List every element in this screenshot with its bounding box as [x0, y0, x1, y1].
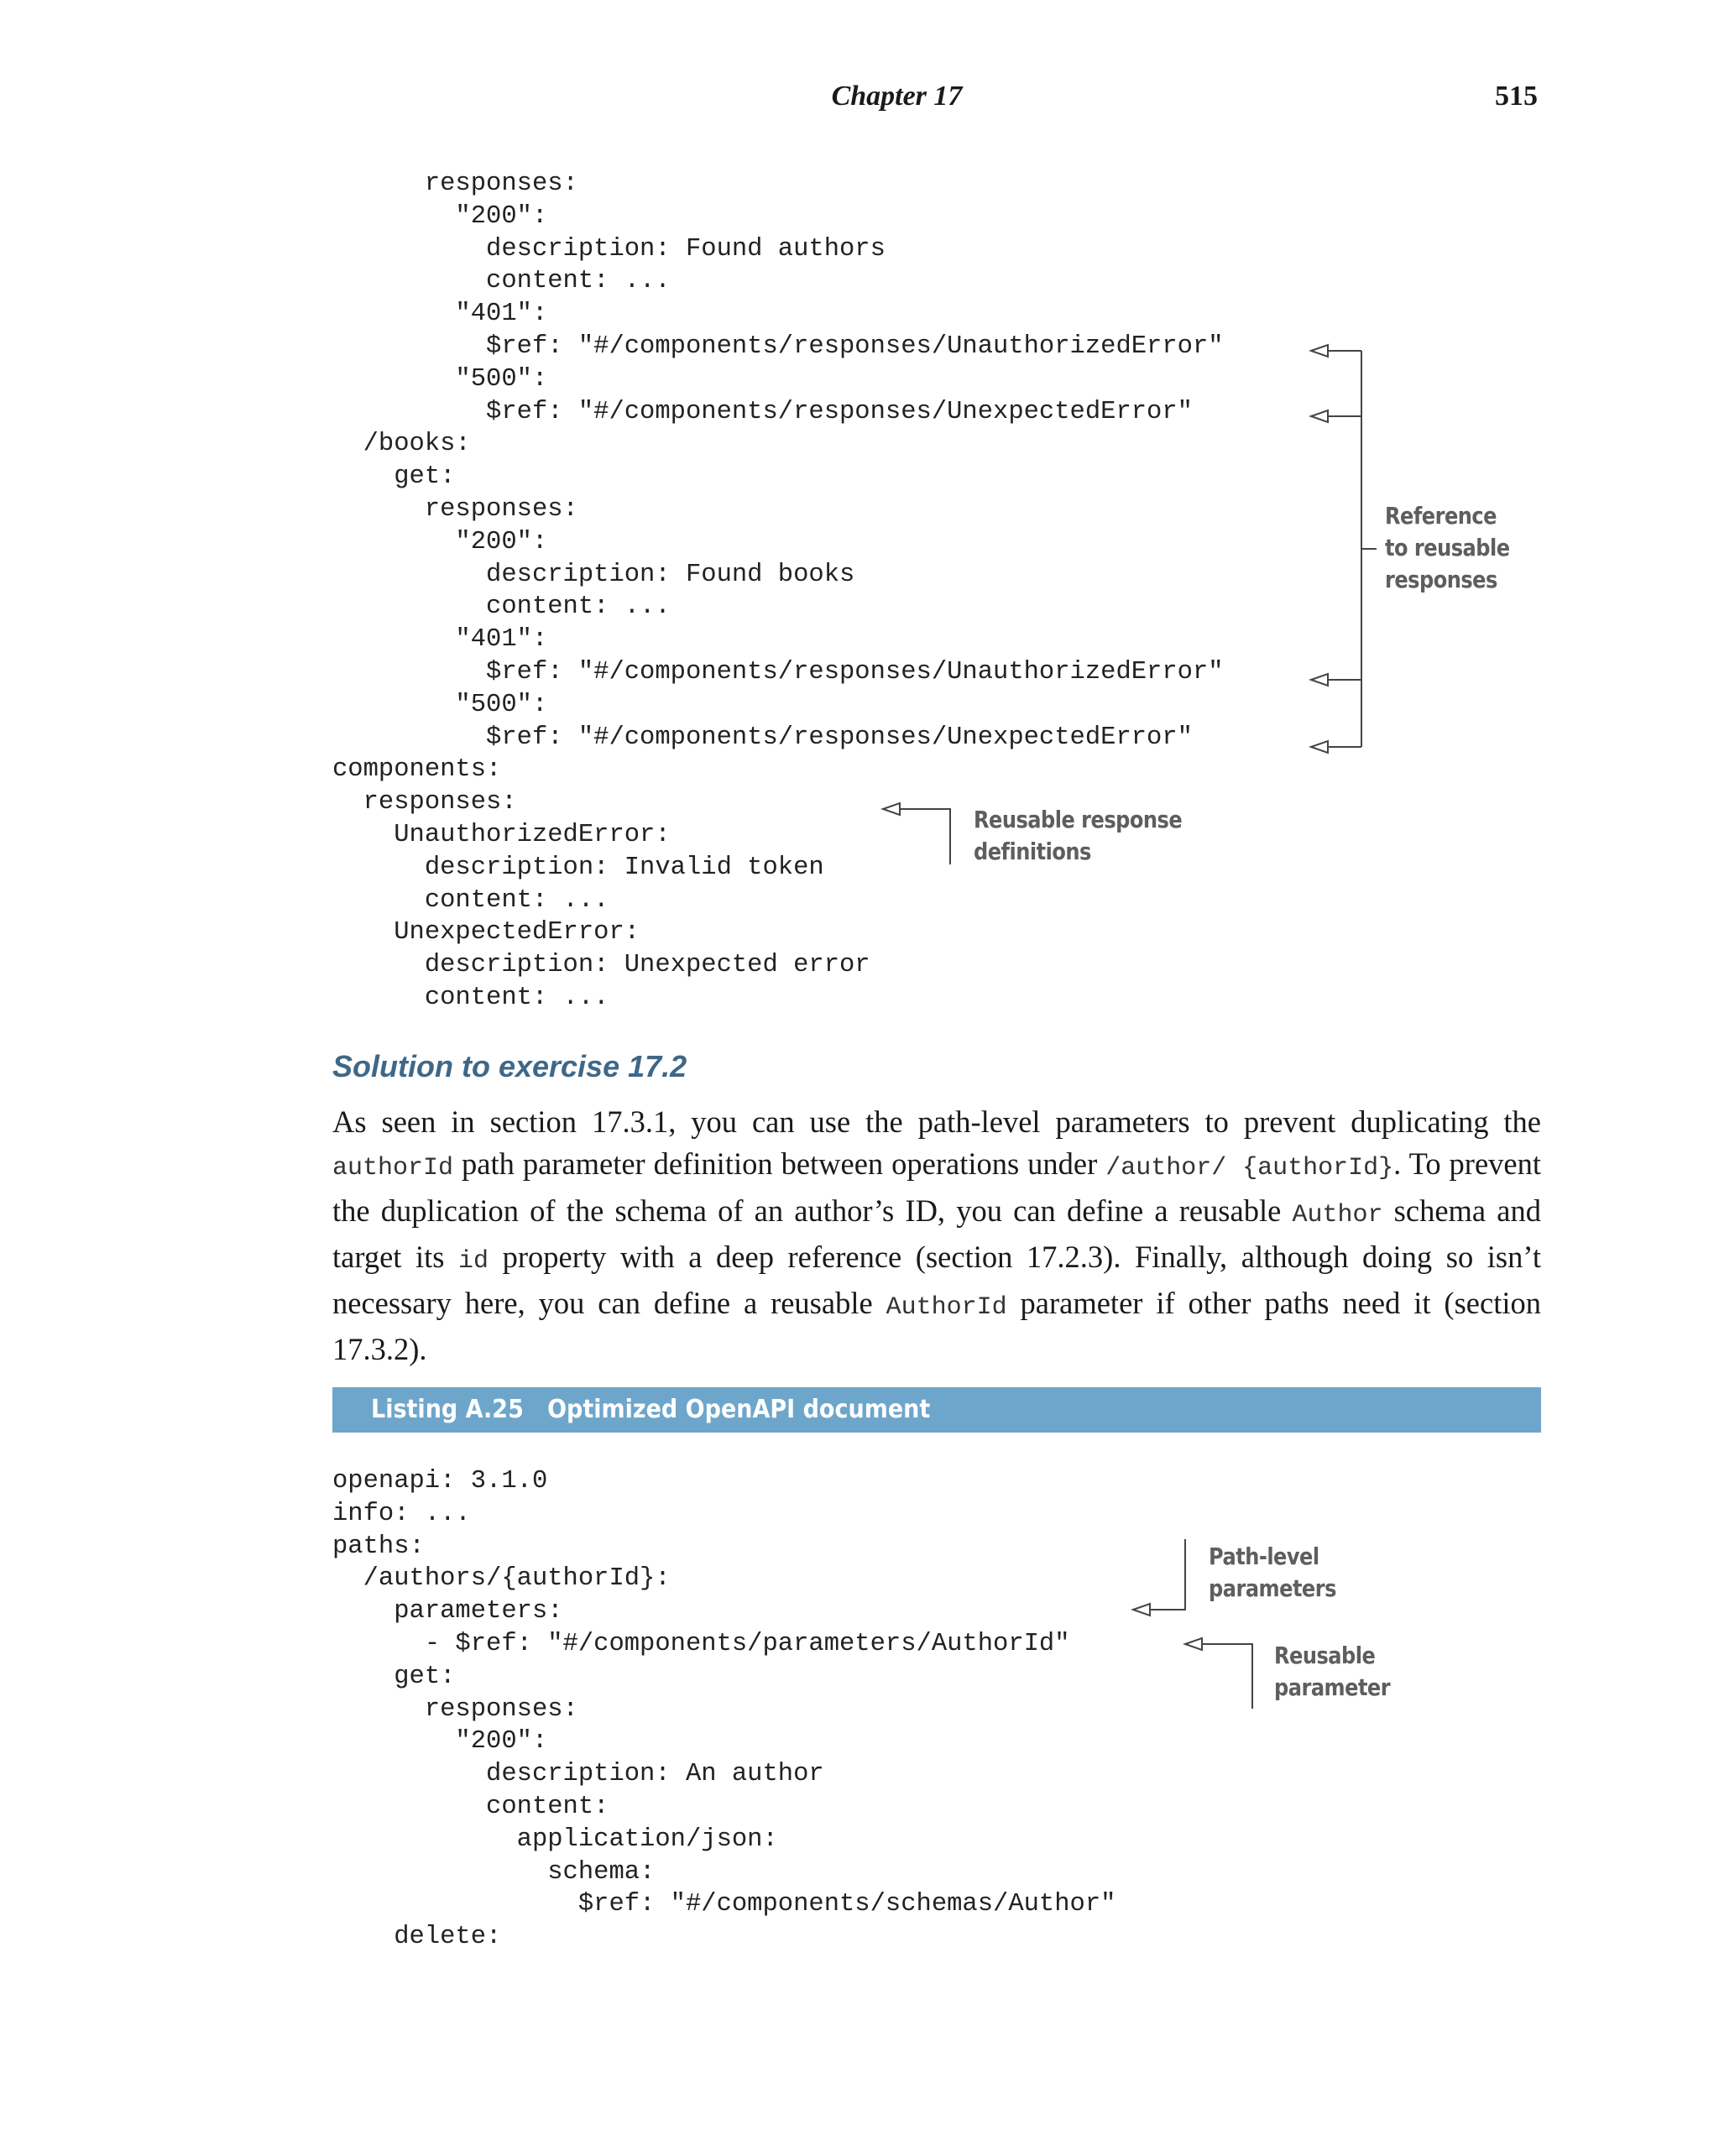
code-line: description: Found books — [332, 560, 855, 589]
annotation-path-level-parameters — [1209, 1541, 1336, 1605]
code-line: responses: — [332, 788, 517, 817]
code-line: "401": — [332, 625, 548, 655]
leader-line — [883, 809, 950, 864]
listing-caption — [371, 1387, 930, 1433]
paragraph-text: parameter if other paths need it (section 17.3.2). — [332, 1286, 1541, 1367]
code-line: UnauthorizedError: — [332, 820, 671, 849]
arrowhead-icon — [1311, 741, 1328, 753]
code-line: responses: — [332, 170, 578, 198]
annotation-line: to reusable — [1385, 534, 1510, 561]
code-line: parameters: — [332, 1597, 563, 1626]
chapter-title: Chapter 17 — [831, 81, 963, 112]
annotation-line: parameter — [1274, 1673, 1391, 1701]
code-line: description: An author — [332, 1760, 824, 1789]
annotation-line: Reusable response — [974, 806, 1183, 833]
inline-code: Author — [1292, 1200, 1383, 1229]
code-line: delete: — [332, 1923, 502, 1952]
listing-caption-bar — [332, 1387, 1541, 1433]
section-heading: Solution to exercise 17.2 — [332, 1049, 687, 1083]
code-line: application/json: — [332, 1825, 778, 1854]
code-line: paths: — [332, 1532, 425, 1561]
inline-code: id — [458, 1246, 489, 1276]
code-line: get: — [332, 462, 456, 492]
code-line: description: Unexpected error — [332, 951, 870, 980]
code-line: responses: — [332, 494, 578, 524]
code-line: description: Invalid token — [332, 853, 824, 882]
arrowhead-icon — [1311, 410, 1328, 422]
listing-label: Listing A.25 — [371, 1395, 524, 1424]
annotation-reusable-parameter — [1274, 1640, 1390, 1704]
code-line: description: Found authors — [332, 234, 886, 264]
body-paragraph — [332, 1101, 1541, 1371]
code-line: "500": — [332, 690, 548, 719]
code-line: "200": — [332, 1727, 548, 1757]
inline-code: authorId — [332, 1154, 454, 1183]
annotation-line: parameters — [1209, 1574, 1336, 1602]
code-line: "401": — [332, 300, 548, 329]
code-line: $ref: "#/components/responses/UnauthorizedError" — [332, 657, 1224, 686]
annotation-reusable-response-definitions — [974, 804, 1182, 868]
code-line: content: ... — [332, 267, 671, 296]
arrowhead-icon — [1311, 674, 1328, 686]
annotation-line: Reusable — [1274, 1642, 1376, 1669]
annotation-line: Path-level — [1209, 1543, 1319, 1570]
code-line: "500": — [332, 364, 548, 394]
code-line: content: ... — [332, 593, 671, 622]
code-line: responses: — [332, 1694, 578, 1724]
annotation-line: responses — [1385, 566, 1497, 593]
code-line: components: — [332, 755, 502, 785]
annotation-line: Reference — [1385, 502, 1497, 530]
paragraph-text: As seen in section 17.3.1, you can use the path-level parameters to prevent duplicating the — [332, 1104, 1541, 1139]
leader-line — [1185, 1644, 1252, 1709]
inline-code: AuthorId — [886, 1293, 1007, 1323]
paragraph-text: path parameter definition between operations under — [453, 1146, 1106, 1182]
code-line: "200": — [332, 201, 548, 231]
code-line: UnexpectedError: — [332, 918, 640, 947]
code-line: $ref: "#/components/responses/UnauthorizedError" — [332, 331, 1224, 361]
code-line: /authors/{authorId}: — [332, 1564, 671, 1594]
paragraph-text: . To prevent the duplication of the schema of an author’s ID, you can define a reusable — [332, 1146, 1541, 1228]
code-line: openapi: 3.1.0 — [332, 1467, 548, 1496]
code-block-optimized-openapi — [332, 1465, 1116, 1954]
code-line: - $ref: "#/components/parameters/AuthorId" — [332, 1629, 1070, 1658]
code-line: schema: — [332, 1857, 656, 1887]
code-line: info: ... — [332, 1499, 471, 1528]
code-line: content: ... — [332, 885, 609, 915]
arrowhead-icon — [1185, 1638, 1202, 1650]
code-line: $ref: "#/components/responses/UnexpectedError" — [332, 723, 1193, 752]
code-line: content: ... — [332, 983, 609, 1012]
code-line: content: — [332, 1792, 609, 1821]
arrowhead-icon — [1311, 345, 1328, 357]
code-line: "200": — [332, 527, 548, 556]
code-line: $ref: "#/components/schemas/Author" — [332, 1890, 1116, 1919]
code-line: $ref: "#/components/responses/UnexpectedError" — [332, 397, 1193, 426]
annotation-line: definitions — [974, 838, 1091, 865]
page-number: 515 — [1495, 81, 1538, 112]
paragraph-text: schema and target its — [332, 1193, 1541, 1274]
code-line: /books: — [332, 430, 471, 459]
listing-title: Optimized OpenAPI document — [547, 1395, 931, 1424]
arrowhead-icon — [883, 803, 900, 815]
paragraph-text: property with a deep reference (section 17.2.3). Finally, although doing so isn’t necessary here, you can define a reusable — [332, 1239, 1541, 1321]
inline-code: /author/ {authorId} — [1105, 1154, 1394, 1183]
leader-line — [1133, 1539, 1185, 1610]
code-line: get: — [332, 1662, 456, 1691]
annotation-reference-to-reusable-responses — [1385, 500, 1510, 596]
arrowhead-icon — [1133, 1604, 1150, 1616]
